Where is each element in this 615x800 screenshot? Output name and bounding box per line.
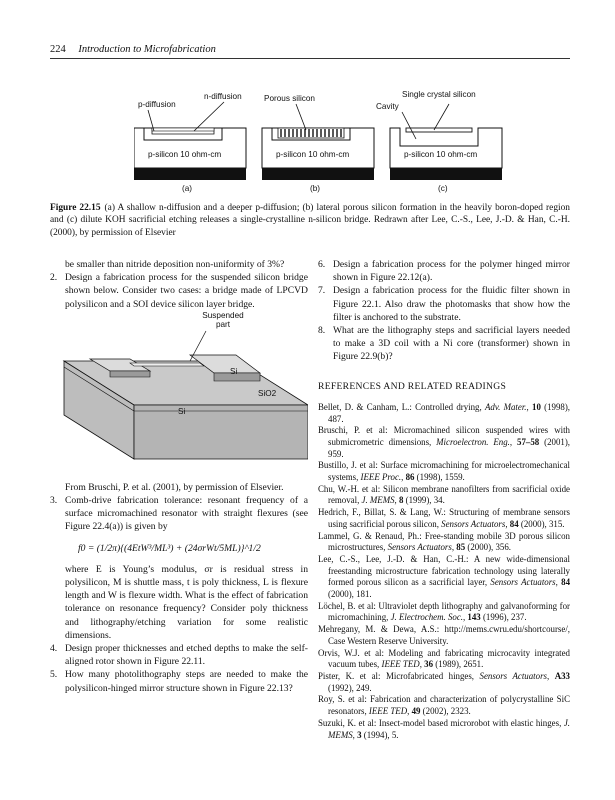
question-6-text: Design a fabrication process for the polymer hinged mirror shown in Figure 22.12(a). bbox=[333, 259, 570, 284]
references-heading: REFERENCES AND RELATED READINGS bbox=[318, 380, 507, 392]
resonant-frequency-formula: f0 = (1/2π){(4EtW³/ML³) + (24σrWt/5ML)}^1/2 bbox=[78, 542, 261, 554]
figure-22-15 bbox=[134, 84, 504, 194]
question-5-number: 5. bbox=[50, 669, 58, 681]
label-single-crystal-silicon: Single crystal silicon bbox=[402, 90, 476, 99]
left-column bbox=[50, 258, 308, 695]
page-header bbox=[50, 44, 570, 59]
reference-item: Hedrich, F., Billat, S. & Lang, W.: Structuring of membrane sensors using sacrificial porous silicon, Sensors Actuators, 84 (2000), 315. bbox=[318, 507, 570, 529]
figure-22-15-drawing bbox=[134, 84, 504, 194]
figure-caption bbox=[50, 202, 570, 239]
question-3-explanation: where E is Young’s modulus, σr is residual stress in polysilicon, M is shuttle mass, t is poly thickness, L is flexure length and W is flexure width. What is the effect of fabrication tolerance on resonance frequency? Consider poly thickness and lithography/etching variation for some realistic dimensions. bbox=[65, 563, 308, 641]
question-4-number: 4. bbox=[50, 643, 58, 655]
reference-item: Bustillo, J. et al: Surface micromachining for microelectromechanical systems, IEEE Proc., 86 (1998), 1559. bbox=[318, 460, 570, 483]
label-cavity: Cavity bbox=[376, 102, 399, 111]
book-title: Introduction to Microfabrication bbox=[78, 44, 216, 55]
reference-item: Mehregany, M. & Dewa, A.S.: http://mems.cwru.edu/shortcourse/, Case Western Reserve University. bbox=[318, 624, 570, 646]
label-panel-c: (c) bbox=[438, 184, 448, 193]
question-7-number: 7. bbox=[318, 285, 326, 297]
reference-item: Bellet, D. & Canham, L.: Controlled drying, Adv. Mater., 10 (1998), 487. bbox=[318, 401, 571, 424]
question-8-text: What are the lithography steps and sacrificial layers needed to make a 3D coil with a Ni core (transformer) shown in Figure 22.9(b)? bbox=[333, 325, 570, 363]
label-n-diffusion: n-diffusion bbox=[204, 92, 242, 101]
question-5-text: How many photolithography steps are needed to make the polysilicon-hinged mirror structure shown in Figure 22.13? bbox=[65, 669, 308, 694]
reference-item: Pister, K. et al: Microfabricated hinges, Sensors Actuators, A33 (1992), 249. bbox=[318, 671, 570, 693]
label-panel-a: (a) bbox=[182, 184, 193, 193]
reference-item: Roy, S. et al: Fabrication and characterization of polycrystalline SiC resonators, IEEE TED, 49 (2002), 2323. bbox=[318, 694, 570, 717]
panel-b-drawing bbox=[262, 104, 374, 180]
label-si-bottom: Si bbox=[178, 406, 186, 416]
figure-caption-text: (a) A shallow n-diffusion and a deeper p-diffusion; (b) lateral porous silicon formation in the heavily boron-doped region and (c) dilute KOH sacrificial etching releases a single-crystalline n-silicon bridge. Redrawn after Lee, C.-S., Lee, J.-D. & Han, C.-H. (2000), by permission of Elsevier bbox=[50, 203, 570, 238]
question-1-continuation: be smaller than nitride deposition non-uniformity of 3%? bbox=[65, 259, 285, 270]
reference-item: Suzuki, K. et al: Insect-model based microrobot with elastic hinges, J. MEMS, 3 (1994), 5. bbox=[318, 717, 570, 740]
label-si-top: Si bbox=[230, 366, 238, 376]
question-3-number: 3. bbox=[50, 495, 58, 507]
reference-item: Orvis, W.J. et al: Modeling and fabricating microcavity integrated vacuum tubes, IEEE TED, 36 (1989), 2651. bbox=[318, 647, 570, 670]
question-6 bbox=[318, 258, 570, 284]
page-number: 224 bbox=[50, 44, 66, 55]
label-substrate-c: p-silicon 10 ohm-cm bbox=[404, 150, 478, 159]
label-sio2: SiO2 bbox=[258, 388, 277, 398]
label-p-diffusion: p-diffusion bbox=[138, 100, 176, 109]
question-4-text: Design proper thicknesses and etched depths to make the self-aligned rotor shown in Figure 22.11. bbox=[65, 643, 308, 668]
question-8 bbox=[318, 324, 570, 364]
reference-item: Lammel, G. & Renaud, Ph.: Free-standing mobile 3D porous silicon microstructures, Sensors Actuators, 85 (2000), 356. bbox=[318, 530, 570, 553]
structure-figure-credit: From Bruschi, P. et al. (2001), by permission of Elsevier. bbox=[65, 481, 284, 493]
question-4 bbox=[50, 642, 308, 668]
question-5 bbox=[50, 668, 308, 694]
label-panel-b: (b) bbox=[310, 184, 321, 193]
right-column bbox=[318, 258, 570, 741]
question-8-number: 8. bbox=[318, 325, 326, 337]
panel-c-drawing bbox=[390, 104, 502, 180]
question-6-number: 6. bbox=[318, 259, 326, 270]
question-3 bbox=[50, 494, 308, 534]
reference-item: Chu, W.-H. et al: Silicon membrane nanofilters from sacrificial oxide removal, J. MEMS, 8 (1999), 34. bbox=[318, 483, 570, 506]
question-2-number: 2. bbox=[50, 272, 58, 284]
panel-a-drawing bbox=[134, 102, 246, 180]
question-2-text: Design a fabrication process for the suspended silicon bridge shown below. Consider two cases: a bridge made of LPCVD polysilicon and a SOI device silicon layer bridge. bbox=[65, 272, 308, 310]
question-2 bbox=[50, 271, 308, 311]
figure-caption-label: Figure 22.15 bbox=[50, 203, 101, 213]
reference-item: Bruschi, P. et al: Micromachined silicon suspended wires with submicrometric dimensions, Microelectron. Eng., 57–58 (2001), 959. bbox=[318, 425, 570, 459]
reference-item: Löchel, B. et al: Ultraviolet depth lithography and galvanoforming for micromachining, J. Electrochem. Soc., 143 (1996), 237. bbox=[318, 600, 570, 623]
question-7-text: Design a fabrication process for the fluidic filter shown in Figure 22.1. Also draw the photomasks that show how the filter is anchored to the substrate. bbox=[333, 285, 570, 323]
suspended-bridge-figure bbox=[50, 310, 308, 461]
reference-item: Lee, C.-S., Lee, J.-D. & Han, C.-H.: A new wide-dimensional freestanding microstructure fabrication technology using laterally formed porous silicon as a sacrificial layer, Sensors Actuators, 84 (2000), 181. bbox=[318, 553, 571, 600]
question-3-text: Comb-drive fabrication tolerance: resonant frequency of a surface micromachined resonator with straight flexures (see Figure 22.4(a)) is given by bbox=[65, 495, 308, 533]
label-substrate-b: p-silicon 10 ohm-cm bbox=[276, 150, 350, 159]
label-suspended-part: Suspended part bbox=[202, 310, 244, 329]
label-porous-silicon: Porous silicon bbox=[264, 94, 315, 103]
label-substrate-a: p-silicon 10 ohm-cm bbox=[148, 150, 222, 159]
question-7 bbox=[318, 284, 570, 324]
references-list bbox=[318, 402, 570, 741]
